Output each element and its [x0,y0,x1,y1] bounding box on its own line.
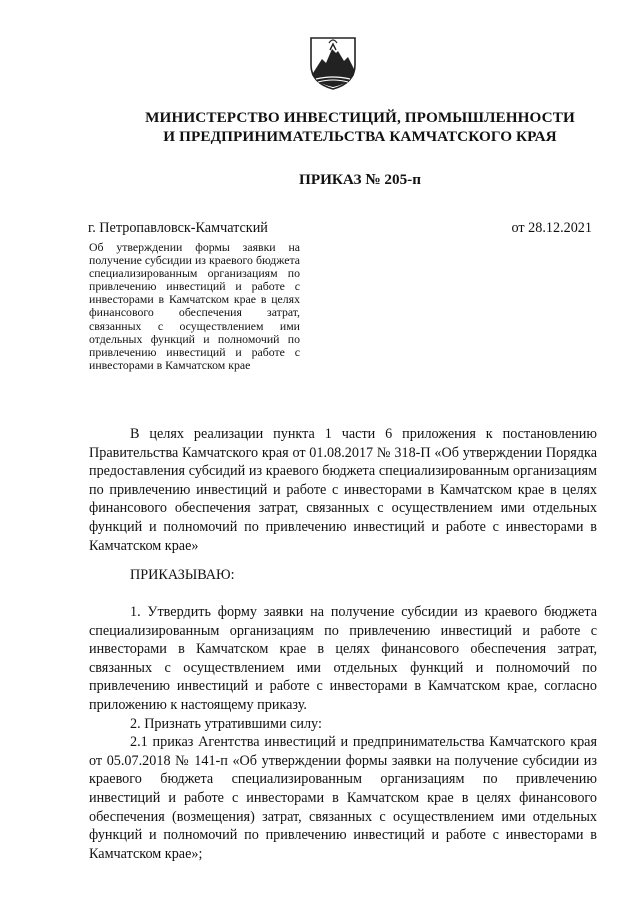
order-items [89,603,597,863]
ministry-name [80,108,640,146]
ministry-name-line2: И ПРЕДПРИНИМАТЕЛЬСТВА КАМЧАТСКОГО КРАЯ [163,128,557,145]
order-item-2: 2. Признать утратившими силу: [130,715,322,732]
ministry-name-line1: МИНИСТЕРСТВО ИНВЕСТИЦИЙ, ПРОМЫШЛЕННОСТИ [145,109,575,126]
order-item-1: 1. Утвердить форму заявки на получение субсидии из краевого бюджета специализированным организациям по привлечению инвестиций и работе с инвесторами в Камчатском крае в целях финансового обеспечения затрат, связанных с осуществлением ими отдельных функций и полномочий по привлечению инвестиций и работе с инвесторами в Камчатском крае, согласно приложению к настоящему приказу. [89,604,597,713]
prikazyvayu-heading: ПРИКАЗЫВАЮ: [130,567,235,583]
coat-of-arms-icon [308,35,358,91]
order-item-2-1: 2.1 приказ Агентства инвестиций и предпринимательства Камчатского края от 05.07.2018 № 141-п «Об утверждении формы заявки на получение субсидии из краевого бюджета специализированным организациям по привлечению инвестиций и работе с инвесторами в Камчатском крае в целях финансового обеспечения (возмещения) затрат, связанных с осуществлением ими отдельных функций и полномочий по привлечению инвестиций и работе с инвесторами в Камчатском крае»; [89,734,597,862]
order-title: ПРИКАЗ № 205-п [299,171,421,188]
city: г. Петропавловск-Камчатский [88,220,268,236]
order-subject: Об утверждении формы заявки на получение субсидии из краевого бюджета специализированным организациям по привлечению инвестиций и работе с инвесторами в Камчатском крае в целях финансового обеспечения затрат, связанных с осуществлением ими отдельных функций и полномочий по привлечению инвестиций и работе с инвесторами в Камчатском крае [89,240,300,372]
preamble-paragraph: В целях реализации пункта 1 части 6 приложения к постановлению Правительства Камчатского края от 01.08.2017 № 318-П «Об утверждении Порядка предоставления субсидий из краевого бюджета специализированным организациям по привлечению инвестиций и работе с инвесторами в Камчатском крае в целях финансового обеспечения затрат, связанных с осуществлением ими отдельных функций и полномочий по привлечению инвестиций и работе с инвесторами в Камчатском крае» [89,426,597,554]
order-date: от 28.12.2021 [511,220,592,236]
